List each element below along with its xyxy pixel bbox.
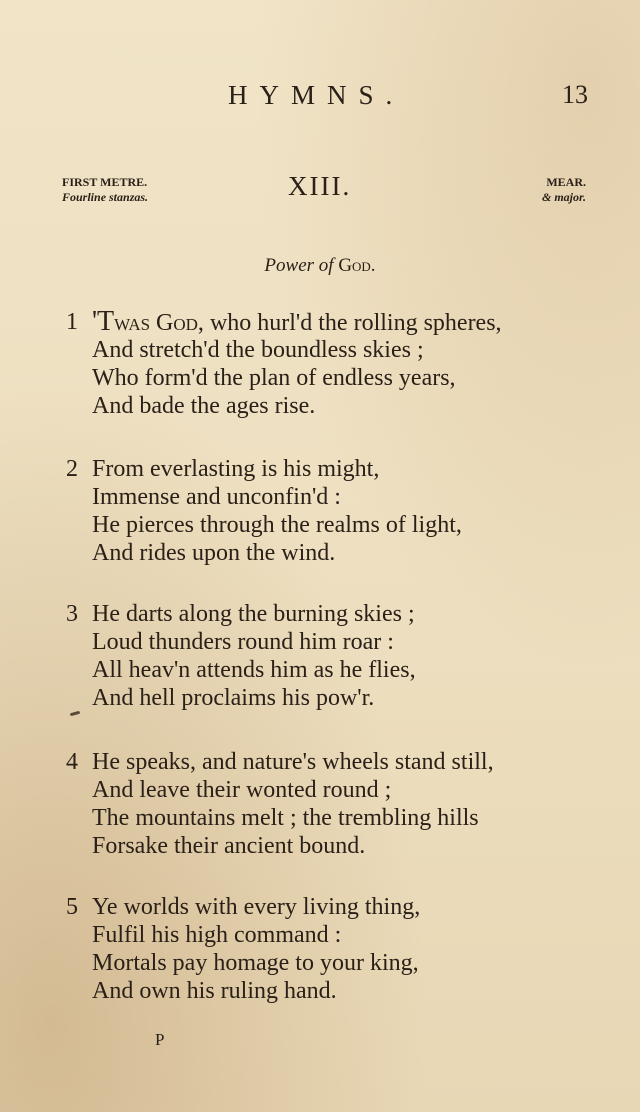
stanza-line: Loud thunders round him roar : [92, 629, 394, 655]
first-line-rest: who hurl'd the rolling spheres, [203, 310, 502, 336]
stanza-line: And leave their wonted round ; [92, 777, 392, 803]
stanza-line: He speaks, and nature's wheels stand still, [92, 749, 494, 775]
running-head [0, 80, 640, 110]
stanza-number: 2 [66, 456, 78, 482]
stanza-line: All heav'n attends him as he flies, [92, 657, 416, 683]
running-title: HYMNS. [228, 80, 405, 110]
stanza-line: The mountains melt ; the trembling hills [92, 805, 479, 831]
stanza-line: And stretch'd the boundless skies ; [92, 337, 424, 363]
first-word: was God, [114, 310, 204, 336]
metre-name: FIRST METRE. [62, 175, 148, 189]
stanza-line: From everlasting is his might, [92, 456, 380, 482]
hymn-subject [0, 255, 640, 277]
stanza-line: And rides upon the wind. [92, 540, 336, 566]
stanza-line: Immense and unconfin'd : [92, 484, 341, 510]
subject-caps: God. [338, 255, 376, 276]
signature-mark: P [155, 1030, 165, 1049]
stanza-line: Forsake their ancient bound. [92, 833, 366, 859]
stanza-line: Who form'd the plan of endless years, [92, 365, 456, 391]
ink-mark [70, 711, 80, 716]
stanza-number: 5 [66, 894, 78, 920]
stanza-line: He darts along the burning skies ; [92, 601, 415, 627]
page-number: 13 [562, 80, 588, 109]
subject-italic: Power of [264, 255, 334, 276]
stanza-line: And own his ruling hand. [92, 978, 337, 1004]
stanza-line: And hell proclaims his pow'r. [92, 685, 375, 711]
stanza-line: Mortals pay homage to your king, [92, 950, 419, 976]
tune-label [542, 175, 586, 205]
tune-key: & major. [541, 190, 586, 204]
metre-row [0, 171, 640, 215]
tune-name: MEAR. [546, 175, 586, 189]
stanza-number: 4 [66, 749, 78, 775]
stanza-line [92, 308, 502, 337]
stanza-number: 3 [66, 601, 78, 627]
metre-stanza-form: Fourline stanzas. [62, 190, 149, 204]
metre-label [62, 175, 148, 205]
initial-letter: 'T [92, 306, 115, 337]
stanza-line: And bade the ages rise. [92, 393, 316, 419]
stanza-line: He pierces through the realms of light, [92, 512, 462, 538]
stanza-line: Fulfil his high command : [92, 922, 342, 948]
stanza-line: Ye worlds with every living thing, [92, 894, 421, 920]
hymn-number: XIII. [288, 171, 352, 201]
stanza-number: 1 [66, 309, 78, 335]
